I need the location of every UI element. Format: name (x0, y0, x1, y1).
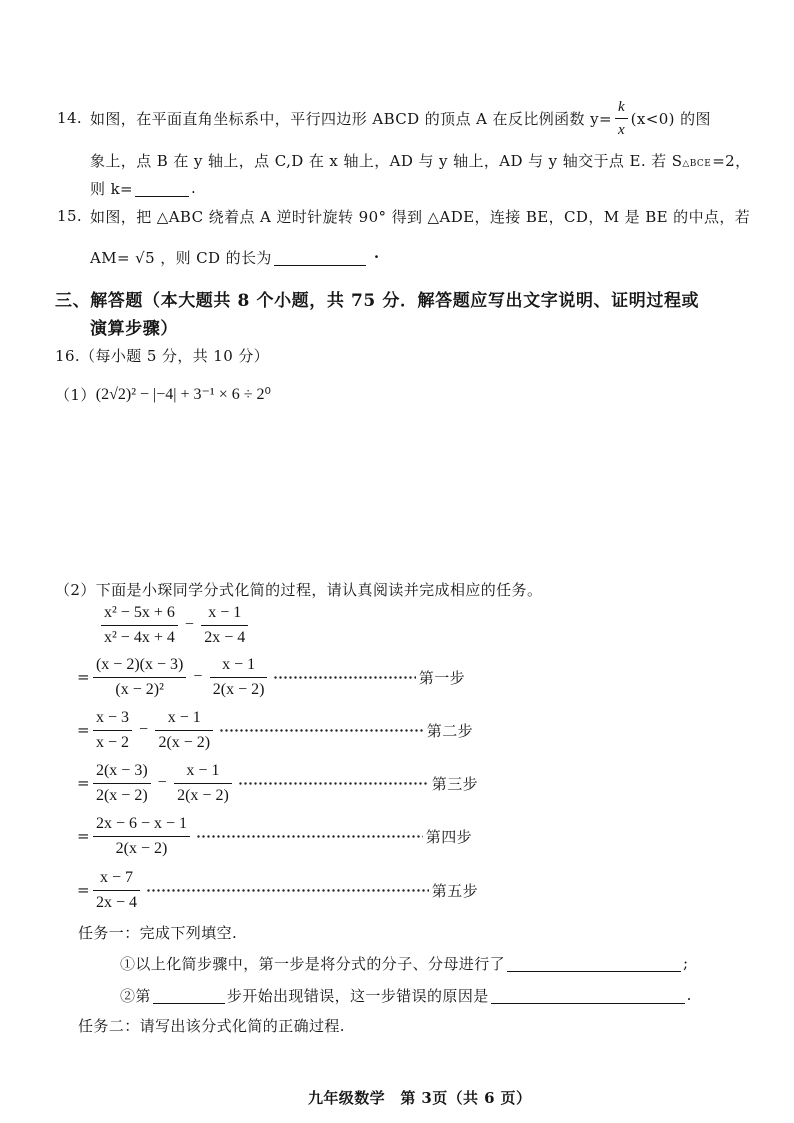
page-footer-text: 九年级数学 第 3页（共 6 页） (308, 1088, 532, 1107)
denominator: 2(x − 2) (95, 786, 148, 804)
denominator: 2(x − 2) (212, 680, 265, 698)
answer-blank (507, 955, 681, 972)
denominator: 2(x − 2) (115, 839, 168, 857)
numerator: x² − 5x + 6 (101, 603, 178, 625)
step-label: 第四步 (425, 827, 472, 846)
equals-sign: = (77, 721, 90, 739)
minus-sign: − (157, 774, 168, 791)
denominator: 2x − 4 (95, 893, 137, 911)
question-number: 14. (57, 109, 83, 127)
answer-blank (274, 249, 366, 266)
dot-leader (238, 782, 429, 785)
minus-sign: − (184, 616, 195, 633)
fraction (210, 655, 268, 698)
simplification-step-3 (77, 759, 478, 807)
part-2-intro-text: （2）下面是小琛同学分式化简的过程，请认真阅读并完成相应的任务。 (55, 580, 543, 599)
fraction (174, 761, 232, 804)
q14-line-3 (90, 176, 196, 200)
task-2-title (78, 1013, 345, 1037)
section-heading-line-1: 三、解答题（本大题共 8 个小题，共 75 分．解答题应写出文字说明、证明过程或 (55, 290, 700, 311)
question-number: 15. (57, 207, 83, 225)
simplification-step-5 (77, 866, 478, 914)
section-heading-line-2: 演算步骤） (90, 318, 178, 339)
q15-text-a: 如图，把 △ABC 绕着点 A 逆时针旋转 90° 得到 △ADE，连接 BE，CD，M 是 BE 的中点，若 (90, 207, 751, 226)
task-2-title-text: 任务二：请写出该分式化简的正确过程. (78, 1016, 345, 1035)
dot-leader (219, 729, 424, 732)
q14-line-1 (57, 98, 711, 138)
fraction (155, 708, 213, 751)
q15-line-2 (90, 245, 379, 269)
numerator: x − 3 (93, 708, 132, 730)
task-1-title (78, 920, 237, 944)
q14-text-e: 则 k= (90, 179, 134, 198)
step-label: 第五步 (431, 881, 478, 900)
fraction (201, 603, 248, 646)
equals-sign: = (77, 774, 90, 792)
step-label: 第三步 (431, 774, 478, 793)
task-1-item-2-text-a: ②第 (120, 986, 151, 1005)
equals-sign: = (77, 827, 90, 845)
q14-text-b: (x<0) 的图 (630, 109, 711, 128)
page-footer (308, 1085, 531, 1109)
dot-leader (146, 889, 429, 892)
section-heading-continued (90, 313, 178, 339)
task-1-item-2-text-b: 步开始出现错误，这一步错误的原因是 (226, 986, 489, 1005)
denominator: x (617, 121, 625, 138)
q16-header (55, 343, 269, 367)
equals-sign: = (77, 881, 90, 899)
q14-text-d: =2， (712, 151, 751, 170)
answer-blank (135, 180, 189, 197)
area-subscript: △BCE (682, 159, 712, 169)
task-1-item-2 (120, 983, 692, 1007)
numerator: x − 1 (201, 603, 248, 625)
denominator: (x − 2)² (115, 680, 164, 698)
numerator: x − 1 (155, 708, 213, 730)
task-1-item-2-end: . (686, 986, 692, 1004)
equals-sign: = (77, 668, 90, 686)
simplification-step-2 (77, 706, 473, 754)
simplification-step-4 (77, 812, 472, 860)
minus-sign: − (139, 721, 149, 738)
numerator: (x − 2)(x − 3) (93, 655, 186, 677)
dot-leader (273, 676, 415, 679)
numerator: k (615, 98, 628, 119)
step-label: 第二步 (426, 721, 473, 740)
arithmetic-expression: (2√2)² − |−4| + 3⁻¹ × 6 ÷ 2⁰ (95, 386, 271, 403)
fraction (93, 814, 190, 857)
fraction (93, 708, 132, 751)
task-1-item-1-end: ; (683, 954, 689, 972)
numerator: 2(x − 3) (93, 761, 151, 783)
q15-line-1 (57, 204, 750, 228)
fraction (93, 655, 186, 698)
task-1-item-1 (120, 951, 688, 975)
fraction (93, 761, 151, 804)
q16-header-text: 16.（每小题 5 分，共 10 分） (55, 346, 270, 365)
task-1-item-1-text: ①以上化简步骤中，第一步是将分式的分子、分母进行了 (120, 954, 506, 973)
answer-blank (153, 987, 225, 1004)
step-label: 第一步 (418, 668, 465, 687)
fraction (93, 868, 140, 911)
fraction (101, 603, 178, 646)
inverse-function-fraction (615, 98, 628, 139)
task-1-title-text: 任务一：完成下列填空. (78, 923, 238, 942)
denominator: x − 2 (95, 733, 129, 751)
part-label: （1） (55, 385, 96, 404)
q15-text-b: AM= √5 ，则 CD 的长为 (90, 248, 272, 267)
simplification-step-1 (77, 653, 465, 701)
section-heading (55, 285, 699, 311)
numerator: x − 1 (174, 761, 232, 783)
numerator: 2x − 6 − x − 1 (93, 814, 190, 836)
q14-text-c: 象上，点 B 在 y 轴上，点 C,D 在 x 轴上，AD 与 y 轴上，AD 与 y 轴交于点 E. 若 S (90, 151, 683, 170)
denominator: 2x − 4 (204, 628, 246, 646)
q16-part-1 (55, 382, 271, 406)
minus-sign: − (193, 668, 203, 685)
original-expression (98, 601, 251, 649)
denominator: 2(x − 2) (158, 733, 211, 751)
q14-text-f: . (191, 179, 197, 197)
denominator: x² − 4x + 4 (104, 628, 175, 646)
q14-line-2 (90, 148, 751, 172)
numerator: x − 7 (93, 868, 140, 890)
denominator: 2(x − 2) (177, 786, 229, 804)
q15-text-c: · (373, 248, 380, 266)
numerator: x − 1 (210, 655, 268, 677)
dot-leader (196, 835, 423, 838)
q14-text-a: 如图，在平面直角坐标系中，平行四边形 ABCD 的顶点 A 在反比例函数 y= (90, 109, 612, 128)
q16-part-2-intro (55, 577, 542, 601)
answer-blank (491, 987, 685, 1004)
